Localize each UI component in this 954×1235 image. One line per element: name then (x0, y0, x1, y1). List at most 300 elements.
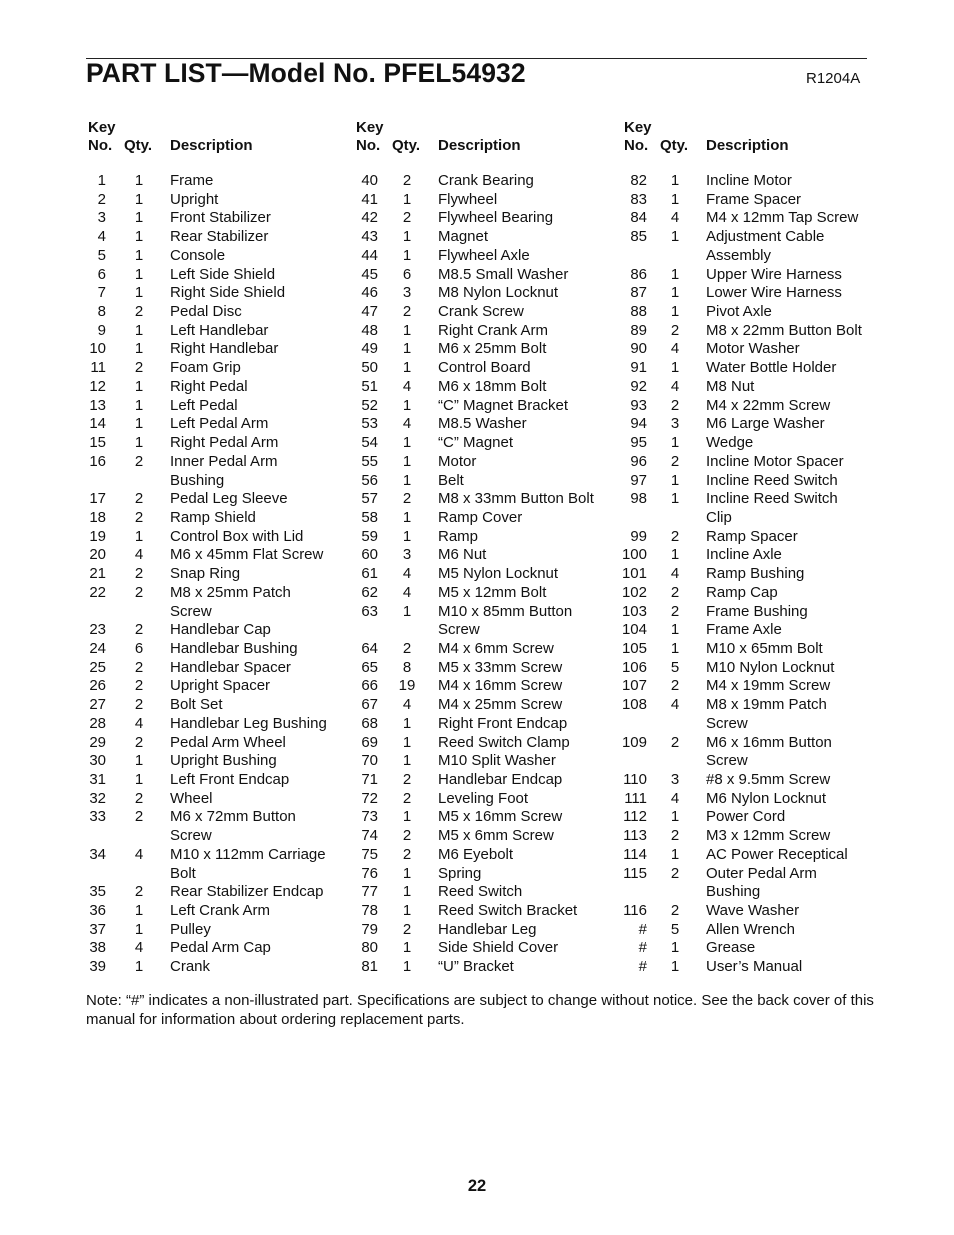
part-quantity: 2 (134, 490, 144, 508)
part-description: Water Bottle Holder (706, 359, 837, 377)
part-description: Screw (170, 602, 212, 620)
part-description: Ramp Shield (170, 508, 256, 526)
part-row (0, 734, 954, 753)
part-description: M4 x 12mm Tap Screw (706, 209, 859, 227)
part-description: M8 x 33mm Button Bolt (438, 490, 594, 508)
part-description: Spring (438, 864, 482, 882)
part-key-number: 62 (361, 583, 378, 601)
part-description: M6 x 45mm Flat Screw (170, 546, 324, 564)
part-description: Ramp Cap (706, 583, 778, 601)
part-row (0, 865, 954, 884)
part-description: Upright Bushing (170, 752, 277, 770)
part-quantity: 4 (670, 340, 680, 358)
part-key-number: 16 (89, 452, 106, 470)
part-quantity: 2 (670, 321, 680, 339)
part-key-number: 103 (621, 602, 647, 620)
part-quantity: 5 (670, 658, 680, 676)
part-quantity: 4 (402, 696, 412, 714)
part-row (0, 546, 954, 565)
part-key-number: 11 (90, 359, 106, 377)
part-key-number: 37 (89, 920, 106, 938)
part-key-number: 102 (621, 583, 647, 601)
part-key-number: 114 (623, 845, 647, 863)
part-key-number: 83 (630, 190, 647, 208)
part-row (0, 790, 954, 809)
part-key-number: 95 (630, 434, 647, 452)
part-quantity: 2 (402, 490, 412, 508)
part-quantity: 1 (134, 434, 144, 452)
part-description: M6 Nylon Locknut (706, 789, 827, 807)
part-row (0, 715, 954, 734)
part-key-number: 105 (621, 639, 647, 657)
part-key-number: 101 (621, 565, 647, 583)
part-key-number: 91 (630, 359, 647, 377)
part-quantity: 2 (402, 639, 412, 657)
part-row (0, 415, 954, 434)
part-quantity: 4 (402, 377, 412, 395)
part-key-number: 86 (630, 265, 647, 283)
part-key-number: 27 (89, 696, 106, 714)
part-quantity: 1 (670, 621, 680, 639)
part-description: Right Pedal (170, 377, 248, 395)
part-key-number: 109 (621, 733, 647, 751)
part-description: Upper Wire Harness (706, 265, 842, 283)
part-quantity: 1 (134, 172, 144, 189)
part-description: Adjustment Cable (706, 228, 825, 246)
part-description: “C” Magnet (438, 434, 514, 452)
part-row (0, 902, 954, 921)
part-key-number: 46 (361, 284, 378, 302)
part-description: Frame (170, 172, 214, 189)
part-description: Bushing (706, 883, 761, 901)
part-row (0, 247, 954, 266)
part-key-number: 78 (361, 902, 378, 920)
part-description: Snap Ring (170, 565, 241, 583)
part-description: Rear Stabilizer Endcap (170, 883, 324, 901)
part-quantity: 2 (134, 808, 144, 826)
part-key-number: 81 (361, 958, 378, 976)
part-description: M4 x 16mm Screw (438, 677, 563, 695)
part-description: M8 x 25mm Patch (170, 583, 291, 601)
part-description: Wedge (706, 434, 754, 452)
part-key-number: 90 (630, 340, 647, 358)
part-quantity: 1 (402, 508, 412, 526)
part-quantity: 1 (402, 359, 412, 377)
part-key-number: 73 (361, 808, 378, 826)
part-description: M5 x 16mm Screw (438, 808, 563, 826)
part-quantity: 1 (134, 265, 144, 283)
part-description: Control Board (438, 359, 531, 377)
part-quantity: 4 (134, 714, 144, 732)
part-row (0, 677, 954, 696)
description-header-col2: Description (438, 137, 521, 154)
part-row (0, 696, 954, 715)
part-row (0, 565, 954, 584)
part-key-number: 42 (361, 209, 378, 227)
part-key-number: 18 (89, 508, 106, 526)
part-quantity: 1 (134, 321, 144, 339)
part-quantity: 4 (402, 415, 412, 433)
part-quantity: 1 (402, 246, 412, 264)
part-description: Screw (170, 827, 212, 845)
part-description: Wave Washer (706, 902, 800, 920)
part-key-number: 57 (361, 490, 378, 508)
part-description: Pedal Disc (170, 303, 242, 321)
part-key-number: 107 (621, 677, 647, 695)
part-description: M5 x 33mm Screw (438, 658, 563, 676)
part-quantity: 1 (134, 958, 144, 976)
part-description: Handlebar Endcap (438, 771, 563, 788)
part-quantity: 1 (402, 733, 412, 751)
part-quantity: 2 (670, 583, 680, 601)
part-key-number: 39 (89, 958, 106, 976)
part-key-number: 110 (623, 771, 647, 788)
part-key-number: 34 (89, 845, 106, 863)
part-description: Motor Washer (706, 340, 800, 358)
part-quantity: 1 (402, 864, 412, 882)
key-header-bottom: No. (356, 137, 381, 154)
part-row (0, 191, 954, 210)
part-key-number: 44 (361, 246, 378, 264)
part-quantity: 1 (670, 546, 680, 564)
part-quantity: 1 (402, 602, 412, 620)
part-description: Upright Spacer (170, 677, 271, 695)
part-key-number: 79 (361, 920, 378, 938)
part-description: #8 x 9.5mm Screw (706, 771, 831, 788)
part-quantity: 4 (670, 789, 680, 807)
part-key-number: 7 (97, 284, 106, 302)
part-quantity: 2 (134, 303, 144, 321)
part-row (0, 397, 954, 416)
part-description: Left Crank Arm (170, 902, 271, 920)
part-row (0, 921, 954, 940)
part-key-number: 22 (89, 583, 106, 601)
part-quantity: 2 (134, 621, 144, 639)
part-quantity: 2 (134, 733, 144, 751)
page-number: 22 (467, 1177, 487, 1195)
part-description: Bolt Set (170, 696, 223, 714)
part-description: M8 x 19mm Patch (706, 696, 827, 714)
qty-header-col3: Qty. (660, 137, 689, 154)
part-quantity: 1 (402, 527, 412, 545)
part-row (0, 322, 954, 341)
part-key-number: 50 (361, 359, 378, 377)
part-key-number: 13 (89, 396, 106, 414)
part-key-number: 106 (621, 658, 647, 676)
part-quantity: 8 (402, 658, 412, 676)
part-description: Right Handlebar (170, 340, 279, 358)
page-title: PART LIST—Model No. PFEL54932 (86, 58, 526, 88)
part-list-column-3 (0, 172, 954, 977)
part-quantity: 1 (134, 246, 144, 264)
part-key-number: 20 (89, 546, 106, 564)
part-description: Bolt (170, 864, 196, 882)
part-quantity: 1 (670, 845, 680, 863)
part-description: Frame Bushing (706, 602, 808, 620)
part-quantity: 1 (670, 172, 680, 189)
part-description: Grease (706, 939, 756, 957)
part-description: Flywheel Bearing (438, 209, 554, 227)
part-key-number: 72 (361, 789, 378, 807)
part-key-number: 52 (361, 396, 378, 414)
part-description: Reed Switch Bracket (438, 902, 578, 920)
part-description: Bushing (170, 471, 225, 489)
part-quantity: 1 (134, 190, 144, 208)
part-key-number: 97 (630, 471, 647, 489)
part-quantity: 1 (670, 434, 680, 452)
part-quantity: 4 (134, 845, 144, 863)
part-description: Incline Axle (706, 546, 782, 564)
key-header-col2 (356, 119, 384, 155)
part-description: Foam Grip (170, 359, 241, 377)
part-description: Reed Switch Clamp (438, 733, 570, 751)
part-key-number: 28 (89, 714, 106, 732)
part-row (0, 958, 954, 977)
part-description: Left Handlebar (170, 321, 269, 339)
part-quantity: 2 (670, 527, 680, 545)
description-header-col1: Description (170, 137, 253, 154)
part-key-number: 8 (97, 303, 106, 321)
part-quantity: 2 (134, 508, 144, 526)
part-key-number: 116 (623, 902, 647, 920)
key-header-top: Key (356, 119, 384, 136)
part-description: Rear Stabilizer (170, 228, 269, 246)
part-description: Ramp Spacer (706, 527, 798, 545)
part-description: “U” Bracket (438, 958, 514, 976)
part-quantity: 1 (402, 883, 412, 901)
key-header-top: Key (624, 119, 652, 136)
part-row (0, 359, 954, 378)
part-key-number: 67 (361, 696, 378, 714)
part-description: Belt (438, 471, 464, 489)
part-row (0, 808, 954, 827)
part-description: Left Pedal Arm (170, 415, 269, 433)
part-quantity: 2 (670, 396, 680, 414)
part-description: Screw (706, 714, 748, 732)
part-quantity: 19 (398, 677, 416, 695)
part-quantity: 1 (670, 639, 680, 657)
part-description: Incline Reed Switch (706, 490, 838, 508)
part-description: M6 Nut (438, 546, 487, 564)
part-quantity: 1 (402, 939, 412, 957)
part-description: Front Stabilizer (170, 209, 271, 227)
part-row (0, 771, 954, 790)
part-quantity: 3 (670, 415, 680, 433)
part-key-number: 43 (361, 228, 378, 246)
part-key-number: 66 (361, 677, 378, 695)
key-header-bottom: No. (624, 137, 649, 154)
part-key-number: 82 (630, 172, 647, 189)
part-key-number: 94 (630, 415, 647, 433)
part-quantity: 1 (402, 434, 412, 452)
part-quantity: 4 (670, 209, 680, 227)
part-key-number: 56 (361, 471, 378, 489)
part-key-number: 5 (97, 246, 106, 264)
part-quantity: 1 (134, 527, 144, 545)
part-quantity: 1 (670, 228, 680, 246)
part-row (0, 939, 954, 958)
part-key-number: 93 (630, 396, 647, 414)
part-quantity: 1 (670, 471, 680, 489)
part-description: M6 Eyebolt (438, 845, 514, 863)
part-description: M5 x 6mm Screw (438, 827, 554, 845)
part-key-number: 36 (89, 902, 106, 920)
part-quantity: 1 (670, 958, 680, 976)
part-quantity: 2 (134, 677, 144, 695)
part-key-number: 32 (89, 789, 106, 807)
part-description: M10 x 112mm Carriage (170, 845, 326, 863)
part-row (0, 603, 954, 622)
part-description: Reed Switch (438, 883, 523, 901)
part-quantity: 3 (670, 771, 680, 788)
part-description: Handlebar Leg Bushing (170, 714, 327, 732)
part-description: Right Pedal Arm (170, 434, 279, 452)
part-key-number: 15 (89, 434, 106, 452)
part-key-number: 92 (630, 377, 647, 395)
key-header-bottom: No. (88, 137, 113, 154)
part-key-number: 4 (97, 228, 106, 246)
part-key-number: 111 (624, 789, 647, 807)
part-key-number: 113 (623, 827, 647, 845)
part-description: User’s Manual (706, 958, 803, 976)
part-key-number: 49 (361, 340, 378, 358)
part-key-number: 55 (361, 452, 378, 470)
part-key-number: 51 (361, 377, 378, 395)
part-quantity: 1 (402, 958, 412, 976)
part-row (0, 584, 954, 603)
part-quantity: 1 (134, 377, 144, 395)
part-quantity: 1 (670, 284, 680, 302)
part-quantity: 2 (134, 583, 144, 601)
part-row (0, 378, 954, 397)
part-key-number: 100 (621, 546, 647, 564)
part-description: Handlebar Leg (438, 920, 537, 938)
part-quantity: 2 (134, 452, 144, 470)
part-quantity: 2 (670, 864, 680, 882)
part-key-number: 71 (361, 771, 378, 788)
part-description: Incline Motor (706, 172, 792, 189)
part-description: Pivot Axle (706, 303, 772, 321)
part-quantity: 1 (402, 396, 412, 414)
part-quantity: 1 (402, 808, 412, 826)
part-description: M8 Nut (706, 377, 755, 395)
part-description: M10 x 65mm Bolt (706, 639, 823, 657)
part-quantity: 4 (670, 377, 680, 395)
part-description: Assembly (706, 246, 772, 264)
part-quantity: 2 (134, 565, 144, 583)
part-key-number: 9 (97, 321, 106, 339)
part-description: Crank Screw (438, 303, 524, 321)
part-quantity: 2 (670, 677, 680, 695)
part-row (0, 827, 954, 846)
part-quantity: 4 (134, 546, 144, 564)
part-description: Pedal Arm Cap (170, 939, 271, 957)
part-description: Crank (170, 958, 211, 976)
part-quantity: 1 (134, 209, 144, 227)
part-description: Flywheel (438, 190, 498, 208)
part-key-number: 96 (630, 452, 647, 470)
part-key-number: 41 (361, 190, 378, 208)
part-description: Outer Pedal Arm (706, 864, 817, 882)
part-description: Screw (706, 752, 748, 770)
part-key-number: 53 (361, 415, 378, 433)
part-description: Pulley (170, 920, 211, 938)
part-quantity: 2 (134, 359, 144, 377)
part-quantity: 4 (670, 565, 680, 583)
part-row (0, 340, 954, 359)
part-key-number: # (638, 958, 647, 976)
part-description: M4 x 25mm Screw (438, 696, 563, 714)
part-description: Frame Spacer (706, 190, 802, 208)
part-row (0, 659, 954, 678)
part-quantity: 3 (402, 284, 412, 302)
part-description: Left Side Shield (170, 265, 276, 283)
part-key-number: 35 (89, 883, 106, 901)
part-quantity: 1 (402, 714, 412, 732)
part-key-number: # (638, 939, 647, 957)
part-key-number: 84 (630, 209, 647, 227)
part-row (0, 752, 954, 771)
part-quantity: 1 (134, 340, 144, 358)
part-quantity: 2 (402, 303, 412, 321)
part-quantity: 2 (402, 827, 412, 845)
part-description: M10 Nylon Locknut (706, 658, 835, 676)
part-description: Crank Bearing (438, 172, 534, 189)
part-quantity: 2 (134, 696, 144, 714)
part-description: M8 x 22mm Button Bolt (706, 321, 862, 339)
part-quantity: 2 (402, 845, 412, 863)
part-quantity: 1 (402, 190, 412, 208)
part-quantity: 1 (402, 902, 412, 920)
part-row (0, 883, 954, 902)
part-quantity: 1 (402, 228, 412, 246)
part-key-number: 68 (361, 714, 378, 732)
part-key-number: 40 (361, 172, 378, 189)
part-key-number: 21 (89, 565, 106, 583)
part-key-number: 23 (89, 621, 106, 639)
part-quantity: 1 (670, 808, 680, 826)
part-key-number: 12 (89, 377, 106, 395)
part-row (0, 621, 954, 640)
part-description: Magnet (438, 228, 489, 246)
part-quantity: 3 (402, 546, 412, 564)
part-quantity: 1 (134, 771, 144, 788)
part-key-number: 70 (361, 752, 378, 770)
part-description: Ramp Bushing (706, 565, 805, 583)
part-key-number: 10 (89, 340, 106, 358)
part-quantity: 6 (134, 639, 144, 657)
part-description: M3 x 12mm Screw (706, 827, 831, 845)
part-description: Right Side Shield (170, 284, 286, 302)
part-quantity: 2 (402, 789, 412, 807)
part-row (0, 434, 954, 453)
document-code: R1204A (806, 70, 861, 87)
part-key-number: 30 (89, 752, 106, 770)
part-key-number: 24 (89, 639, 106, 657)
part-description: M10 Split Washer (438, 752, 556, 770)
part-key-number: 33 (89, 808, 106, 826)
part-quantity: 4 (134, 939, 144, 957)
part-key-number: 59 (361, 527, 378, 545)
part-quantity: 2 (670, 452, 680, 470)
part-description: M5 Nylon Locknut (438, 565, 559, 583)
part-description: “C” Magnet Bracket (438, 396, 569, 414)
part-quantity: 2 (670, 902, 680, 920)
part-key-number: 45 (361, 265, 378, 283)
part-description: Upright (170, 190, 219, 208)
part-key-number: 19 (89, 527, 106, 545)
part-key-number: 60 (361, 546, 378, 564)
